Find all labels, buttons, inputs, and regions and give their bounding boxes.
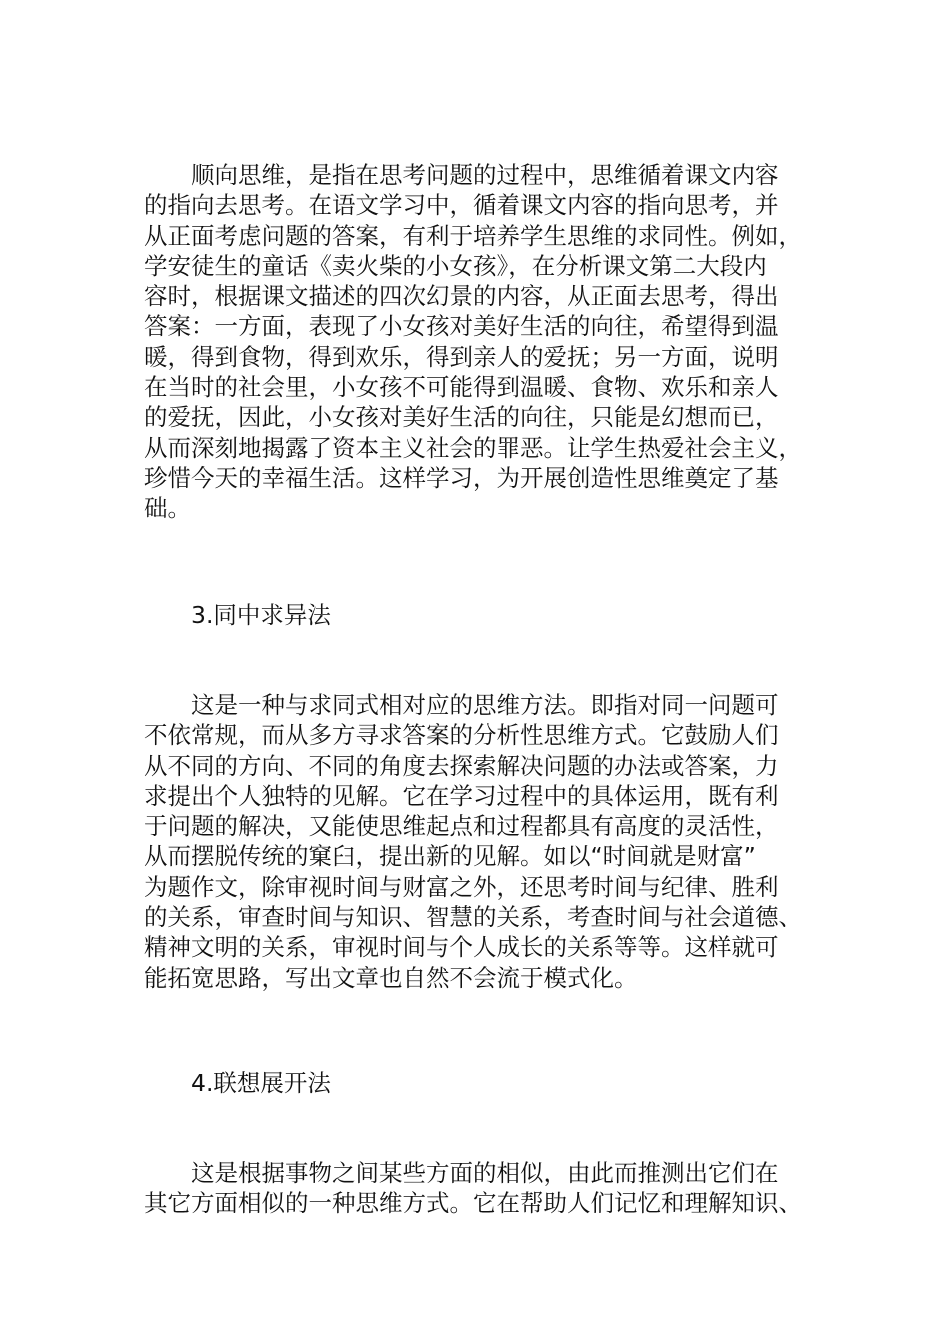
section-heading-3: 3.同中求异法 [191,601,331,629]
paragraph-line: 学安徒生的童话《卖火柴的小女孩》，在分析课文第二大段内 [144,251,767,280]
paragraph-line: 础。 [144,494,191,523]
paragraph-line: 能拓宽思路，写出文章也自然不会流于模式化。 [144,963,638,992]
paragraph-line: 不依常规，而从多方寻求答案的分析性思维方式。它鼓励人们 [144,721,779,750]
paragraph-line: 从而摆脱传统的窠臼，提出新的见解。如以“时间就是财富” [144,842,756,871]
paragraph-line: 从而深刻地揭露了资本主义社会的罪恶。让学生热爱社会主义， [144,433,802,462]
paragraph-line: 其它方面相似的一种思维方式。它在帮助人们记忆和理解知识、 [144,1189,802,1218]
paragraph-line: 答案：一方面，表现了小女孩对美好生活的向往，希望得到温 [144,312,779,341]
paragraph-line: 这是一种与求同式相对应的思维方法。即指对同一问题可 [191,691,779,719]
paragraph-line: 容时，根据课文描述的四次幻景的内容，从正面去思考，得出 [144,282,779,311]
paragraph-1 [144,160,804,524]
paragraph-line: 精神文明的关系，审视时间与个人成长的关系等等。这样就可 [144,933,779,962]
paragraph-2 [144,690,804,993]
paragraph-line: 为题作文，除审视时间与财富之外，还思考时间与纪律、胜利 [144,872,779,901]
paragraph-line: 暖，得到食物，得到欢乐，得到亲人的爱抚；另一方面，说明 [144,342,779,371]
paragraph-line: 的关系，审查时间与知识、智慧的关系，考查时间与社会道德、 [144,903,802,932]
paragraph-line: 的爱抚，因此，小女孩对美好生活的向往，只能是幻想而已， [144,403,779,432]
paragraph-line: 顺向思维，是指在思考问题的过程中，思维循着课文内容 [191,161,779,189]
paragraph-line: 珍惜今天的幸福生活。这样学习，为开展创造性思维奠定了基 [144,463,779,492]
paragraph-line: 求提出个人独特的见解。它在学习过程中的具体运用，既有利 [144,781,779,810]
paragraph-line: 在当时的社会里，小女孩不可能得到温暖、食物、欢乐和亲人 [144,373,779,402]
paragraph-line: 的指向去思考。在语文学习中，循着课文内容的指向思考，并 [144,191,779,220]
paragraph-line: 于问题的解决，又能使思维起点和过程都具有高度的灵活性， [144,812,779,841]
paragraph-line: 从不同的方向、不同的角度去探索解决问题的办法或答案，力 [144,751,779,780]
section-heading-4: 4.联想展开法 [191,1069,331,1097]
paragraph-line: 这是根据事物之间某些方面的相似，由此而推测出它们在 [191,1159,779,1187]
paragraph-3 [144,1158,804,1219]
paragraph-line: 从正面考虑问题的答案，有利于培养学生思维的求同性。例如， [144,221,802,250]
